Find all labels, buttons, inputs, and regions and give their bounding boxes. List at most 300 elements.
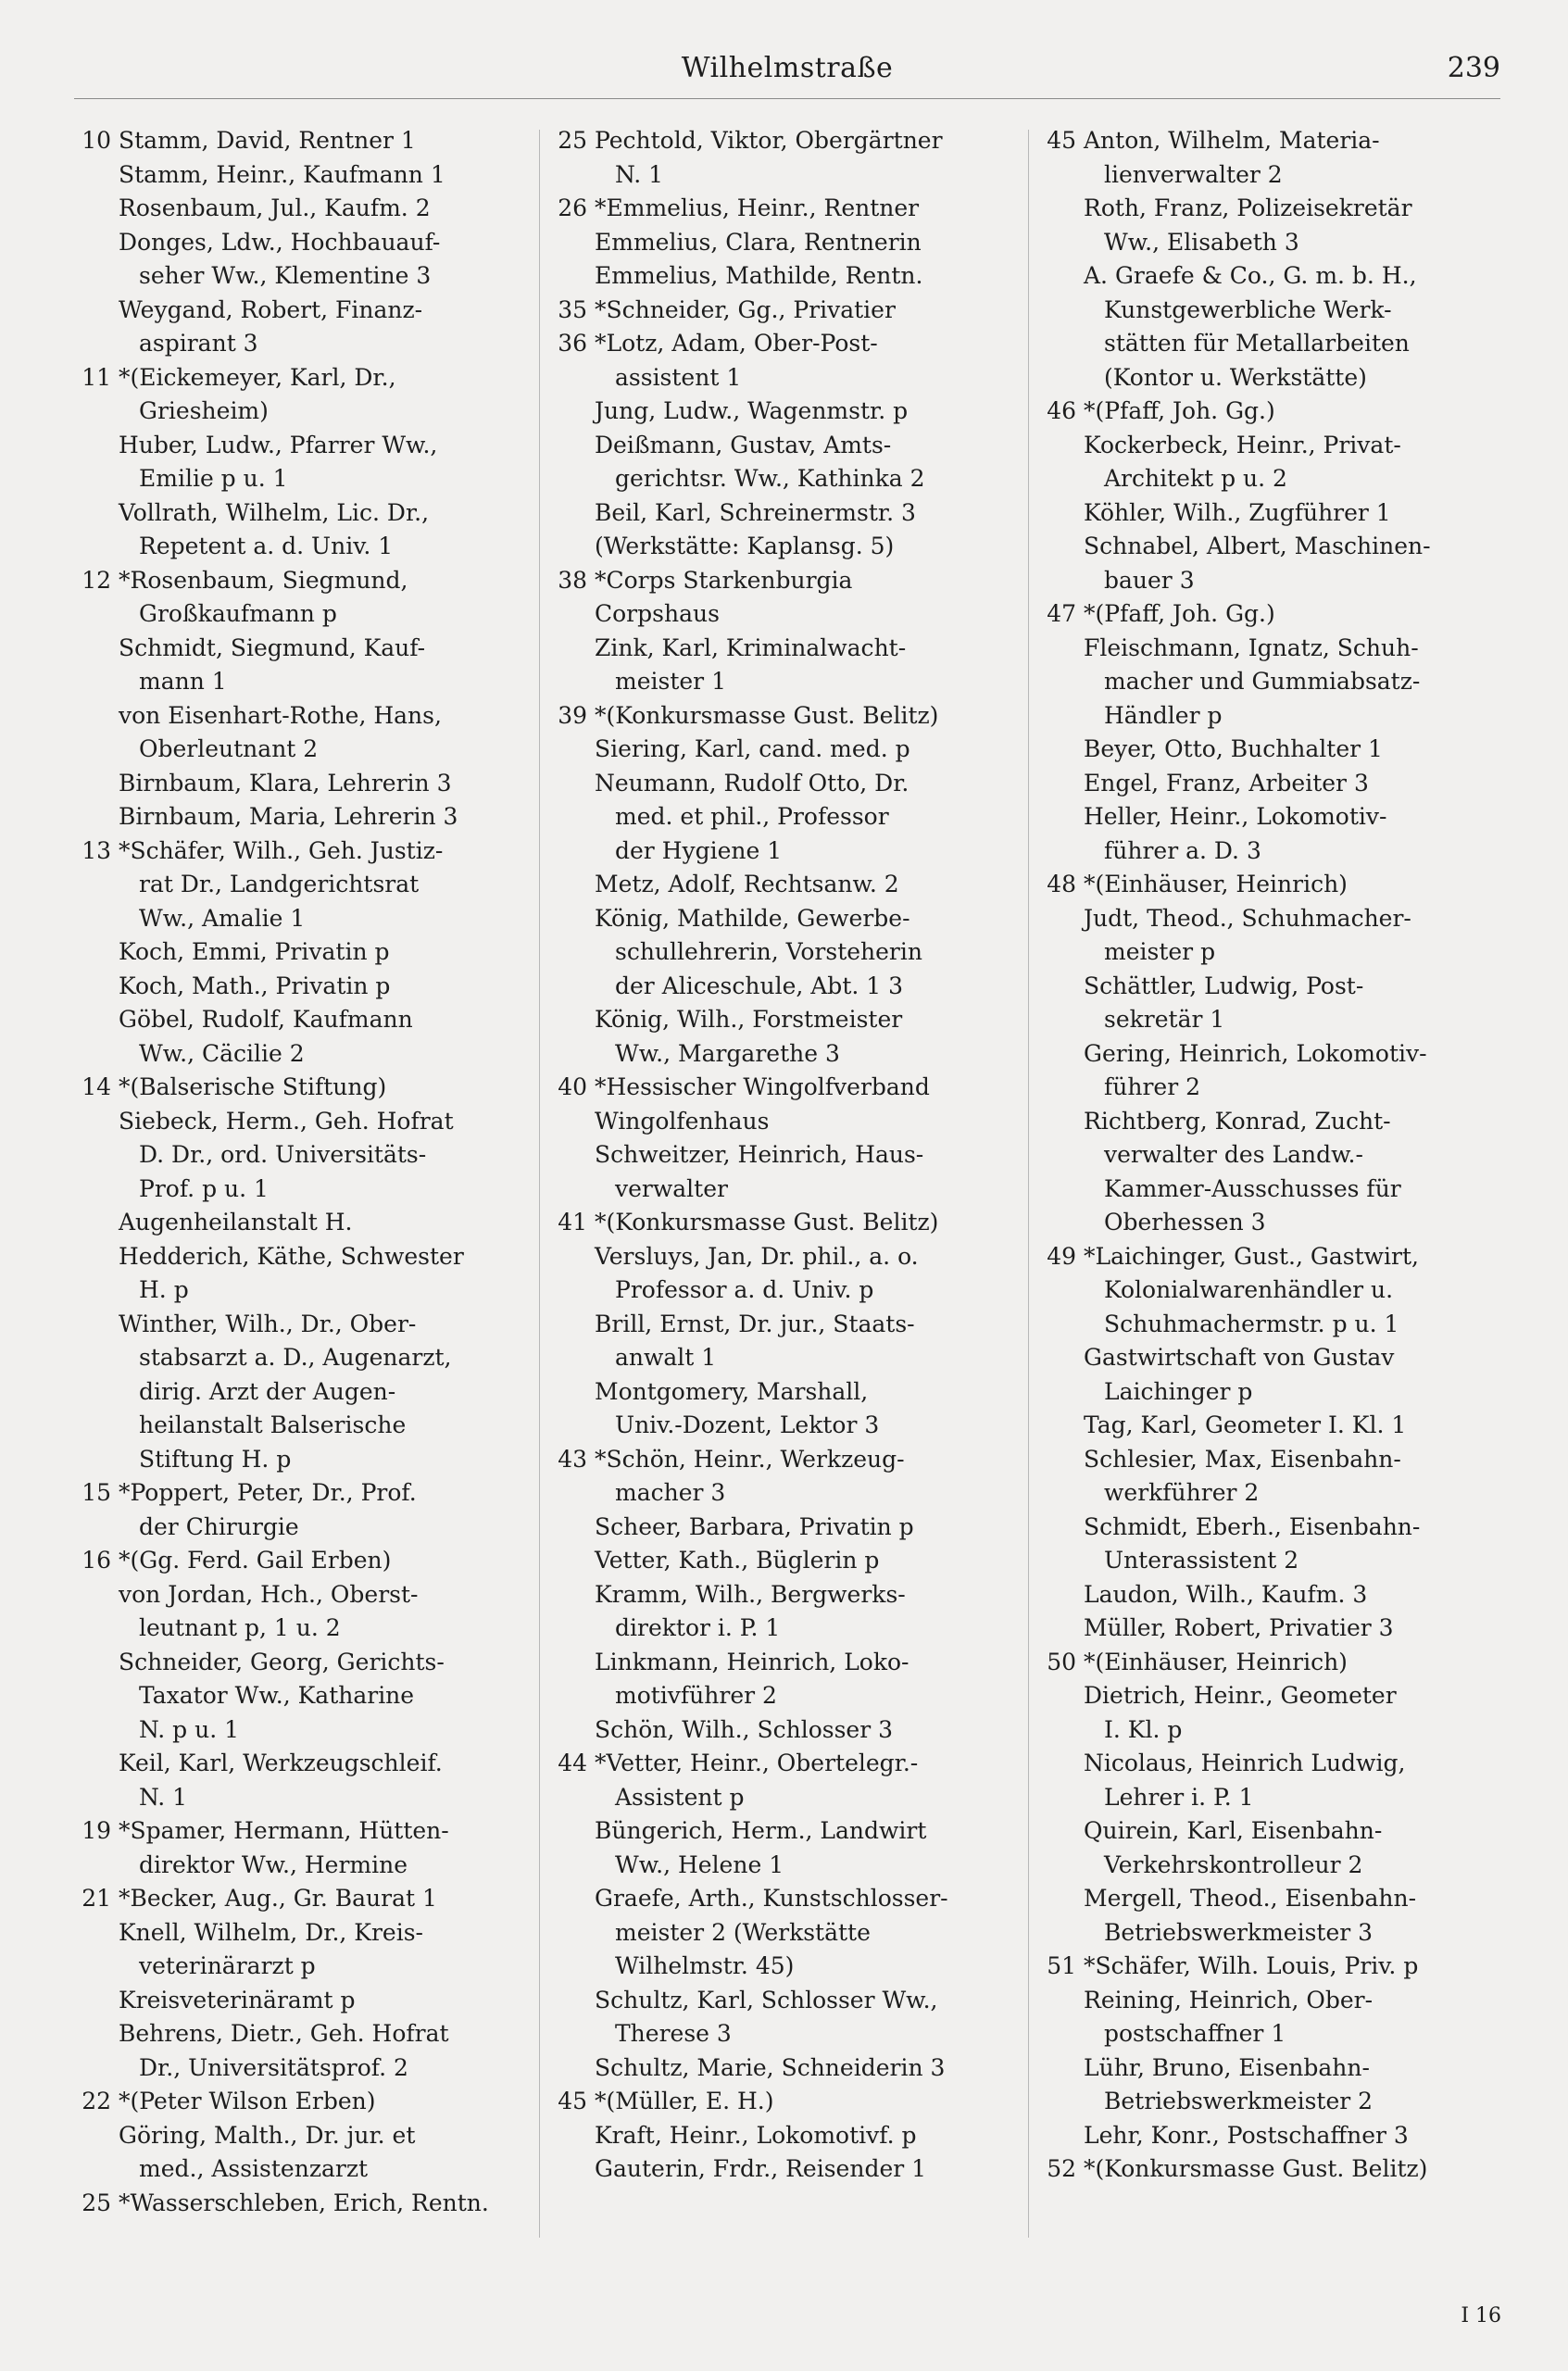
running-title: Wilhelmstraße [681,52,894,84]
entry-text: *(Eickemeyer, Karl, Dr., [119,363,396,391]
entry-text: Corpshaus [595,600,720,627]
directory-entry-line [546,1781,1041,1815]
directory-entry-line [70,767,565,801]
entry-text: Univ.-Dozent, Lektor 3 [615,1411,880,1438]
entry-text: Wingolfenhaus [595,1107,770,1135]
entry-text: *Schön, Heinr., Werkzeug- [595,1445,905,1473]
entry-text: meister p [1104,938,1216,965]
directory-entry-line [546,733,1041,767]
entry-text: Roth, Franz, Polizeisekretär [1084,194,1412,221]
entry-text: N. 1 [139,1783,188,1811]
directory-entry-line [70,226,565,260]
directory-entry-line [1035,1849,1530,1883]
entry-text: *(Balserische Stiftung) [119,1073,387,1100]
entry-text: Lehr, Konr., Postschaffner 3 [1084,2121,1409,2149]
entry-text: Rosenbaum, Jul., Kaufm. 2 [119,194,431,221]
directory-entry-line [70,2017,565,2051]
entry-text: *Lotz, Adam, Ober-Post- [595,330,878,357]
house-number: 15 [82,1479,111,1506]
directory-entry-line [1035,530,1530,564]
entry-text: Gauterin, Frdr., Reisender 1 [595,2155,927,2182]
entry-text: stabsarzt a. D., Augenarzt, [139,1344,452,1371]
entry-text: König, Mathilde, Gewerbe- [595,904,910,932]
directory-entry-line [70,1003,565,1037]
entry-text: Knell, Wilhelm, Dr., Kreis- [119,1918,423,1946]
entry-text: verwalter [615,1174,728,1202]
entry-text: Versluys, Jan, Dr. phil., a. o. [595,1242,919,1270]
entry-text: *(Müller, E. H.) [595,2088,774,2114]
entry-text: *Hessischer Wingolfverband [595,1073,930,1100]
directory-entry-line [70,1240,565,1274]
entry-text: Hedderich, Käthe, Schwester [119,1242,464,1270]
directory-entry-line [1035,1679,1530,1713]
directory-entry-line [1035,158,1530,193]
entry-text: N. 1 [615,160,664,188]
directory-entry-line [1035,1882,1530,1916]
directory-entry-line [546,158,1041,193]
directory-entry-line [546,2085,1041,2119]
entry-text: *(Peter Wilson Erben) [119,2088,376,2114]
house-number: 39 [558,701,587,729]
directory-entry-line [546,1578,1041,1612]
entry-text: Kramm, Wilh., Bergwerks- [595,1580,906,1608]
directory-entry-line [70,834,565,869]
entry-text: *Spamer, Hermann, Hütten- [119,1817,449,1844]
sheet-signature: I 16 [1461,2304,1501,2327]
entry-text: *(Einhäuser, Heinrich) [1084,871,1348,897]
entry-text: Göbel, Rudolf, Kaufmann [119,1006,413,1033]
directory-entry-line [546,1882,1041,1916]
directory-entry-line [70,902,565,936]
entry-text: Lühr, Bruno, Eisenbahn- [1084,2053,1370,2081]
directory-entry-line [70,1849,565,1883]
directory-entry-line [546,361,1041,395]
house-number: 26 [558,194,587,221]
entry-text: Händler p [1104,701,1223,729]
directory-entry-line [70,1341,565,1375]
directory-entry-line [70,935,565,970]
directory-entry-line [546,767,1041,801]
entry-text: Schön, Wilh., Schlosser 3 [595,1715,893,1743]
directory-entry-line [1035,327,1530,361]
directory-entry-line [546,699,1041,734]
directory-entry-line [1035,1173,1530,1207]
directory-entry-line [70,1578,565,1612]
directory-entry-line [70,294,565,328]
column-divider [1028,130,1029,2238]
directory-entry-line [546,2152,1041,2187]
entry-text: Pechtold, Viktor, Obergärtner [595,127,943,154]
directory-entry-line [1035,564,1530,598]
entry-text: *Laichinger, Gust., Gastwirt, [1084,1242,1419,1270]
entry-text: Beil, Karl, Schreinermstr. 3 [595,498,916,526]
entry-text: Koch, Emmi, Privatin p [119,938,390,965]
entry-text: Assistent p [615,1783,745,1811]
directory-entry-line [1035,192,1530,226]
house-number: 13 [82,836,111,864]
entry-text: meister 1 [615,668,726,695]
directory-entry-line [1035,1713,1530,1748]
directory-entry-line [70,2187,565,2221]
directory-entry-line [546,1511,1041,1545]
directory-entry-line [70,699,565,734]
entry-text: Oberleutnant 2 [139,735,319,762]
directory-entry-line [1035,800,1530,834]
entry-text: Lehrer i. P. 1 [1104,1783,1254,1811]
directory-entry-line [70,361,565,395]
directory-entry-line [1035,1273,1530,1308]
entry-text: der Chirurgie [139,1512,299,1540]
directory-entry-line [70,632,565,666]
directory-entry-line [546,597,1041,632]
entry-text: Schmidt, Eberh., Eisenbahn- [1084,1512,1421,1540]
directory-entry-line [1035,1037,1530,1072]
entry-text: Schultz, Karl, Schlosser Ww., [595,1986,938,2013]
directory-entry-line [546,1071,1041,1105]
directory-entry-line [546,192,1041,226]
directory-entry-line [546,1916,1041,1951]
entry-text: *Emmelius, Heinr., Rentner [595,194,920,221]
entry-text: Siering, Karl, cand. med. p [595,735,910,762]
entry-text: mann 1 [139,668,227,695]
entry-text: werkführer 2 [1104,1479,1260,1506]
directory-entry-line [546,226,1041,260]
entry-text: Schuhmachermstr. p u. 1 [1104,1310,1399,1337]
entry-text: aspirant 3 [139,330,258,357]
directory-entry-line [70,1747,565,1781]
entry-text: Verkehrskontrolleur 2 [1104,1850,1363,1878]
entry-text: Vetter, Kath., Büglerin p [595,1547,880,1574]
directory-entry-line [1035,1511,1530,1545]
entry-text: anwalt 1 [615,1344,717,1371]
entry-text: *(Konkursmasse Gust. Belitz) [1084,2155,1428,2182]
entry-text: Mergell, Theod., Eisenbahn- [1084,1885,1417,1912]
entry-text: Stamm, David, Rentner 1 [119,127,416,154]
entry-text: A. Graefe & Co., G. m. b. H., [1084,262,1417,289]
house-number: 47 [1047,600,1076,627]
column-divider [539,130,540,2238]
directory-entry-line [1035,1071,1530,1105]
directory-entry-line [546,496,1041,531]
entry-text: Gastwirtschaft von Gustav [1084,1344,1395,1371]
directory-entry-line [546,868,1041,902]
directory-entry-line [1035,1916,1530,1951]
entry-text: Augenheilanstalt H. [119,1209,353,1236]
directory-entry-line [546,1138,1041,1173]
entry-text: lienverwalter 2 [1104,160,1283,188]
house-number: 25 [82,2189,111,2216]
entry-text: verwalter des Landw.- [1104,1141,1363,1168]
entry-text: Göring, Malth., Dr. jur. et [119,2121,416,2149]
directory-entry-line [70,1273,565,1308]
entry-text: Kammer-Ausschusses für [1104,1174,1401,1202]
directory-entry-line [546,1409,1041,1443]
entry-text: Reining, Heinrich, Ober- [1084,1986,1374,2013]
entry-text: Oberhessen 3 [1104,1209,1266,1236]
entry-text: seher Ww., Klementine 3 [139,262,432,289]
directory-entry-line [70,2051,565,2086]
directory-entry-line [70,1646,565,1680]
directory-entry-line [70,1308,565,1342]
entry-text: *Schäfer, Wilh. Louis, Priv. p [1084,1952,1419,1979]
directory-entry-line [70,564,565,598]
directory-entry-line [70,462,565,496]
entry-text: Jung, Ludw., Wagenmstr. p [595,397,909,424]
house-number: 12 [82,566,111,594]
directory-entry-line [546,294,1041,328]
entry-text: rat Dr., Landgerichtsrat [139,871,420,897]
directory-entry-line [1035,1781,1530,1815]
house-number: 19 [82,1817,111,1844]
directory-entry-line [1035,124,1530,158]
directory-entry-line [70,597,565,632]
entry-text: Großkaufmann p [139,600,337,627]
entry-text: Keil, Karl, Werkzeugschleif. [119,1750,443,1776]
directory-entry-line [70,1781,565,1815]
directory-entry-line [1035,462,1530,496]
house-number: 11 [82,363,111,391]
entry-text: *Wasserschleben, Erich, Rentn. [119,2189,489,2216]
entry-text: Büngerich, Herm., Landwirt [595,1817,927,1844]
directory-entry-line [546,1984,1041,2018]
directory-entry-line [70,2119,565,2153]
directory-entry-line [1035,665,1530,699]
entry-text: *(Konkursmasse Gust. Belitz) [595,1209,939,1236]
entry-text: I. Kl. p [1104,1715,1183,1743]
directory-entry-line [1035,1138,1530,1173]
directory-entry-line [546,902,1041,936]
directory-entry-line [1035,1409,1530,1443]
entry-text: (Kontor u. Werkstätte) [1104,363,1367,391]
directory-entry-line [1035,2119,1530,2153]
entry-text: Unterassistent 2 [1104,1547,1299,1574]
entry-text: Fleischmann, Ignatz, Schuh- [1084,634,1419,661]
entry-text: motivführer 2 [615,1682,777,1709]
entry-text: von Eisenhart-Rothe, Hans, [119,701,442,729]
directory-entry-line [70,1476,565,1511]
house-number: 49 [1047,1242,1076,1270]
entry-text: Linkmann, Heinrich, Loko- [595,1648,909,1675]
house-number: 38 [558,566,587,594]
entry-text: *(Pfaff, Joh. Gg.) [1084,600,1275,627]
entry-text: (Werkstätte: Kaplansg. 5) [595,533,895,559]
house-number: 45 [1047,127,1076,154]
directory-entry-line [70,1544,565,1578]
directory-entry-line [1035,1950,1530,1984]
house-number: 22 [82,2088,111,2114]
house-number: 16 [82,1547,111,1574]
directory-entry-line [70,970,565,1004]
directory-entry-line [1035,597,1530,632]
house-number: 43 [558,1445,587,1473]
entry-text: direktor i. P. 1 [615,1614,781,1641]
entry-text: Graefe, Arth., Kunstschlosser- [595,1885,948,1912]
directory-entry-line [546,564,1041,598]
entry-text: Donges, Ldw., Hochbauauf- [119,228,441,256]
directory-entry-line [546,530,1041,564]
directory-entry-line [546,2051,1041,2086]
entry-text: Beyer, Otto, Buchhalter 1 [1084,735,1383,762]
entry-text: postschaffner 1 [1104,2020,1286,2047]
directory-entry-line [70,665,565,699]
directory-column-1 [70,124,565,2241]
entry-text: Therese 3 [615,2020,732,2047]
directory-entry-line [70,124,565,158]
directory-entry-line [546,1950,1041,1984]
directory-entry-line [1035,294,1530,328]
entry-text: H. p [139,1276,189,1303]
directory-entry-line [70,1950,565,1984]
entry-text: *Becker, Aug., Gr. Baurat 1 [119,1885,437,1912]
directory-entry-line [1035,935,1530,970]
directory-entry-line [70,1612,565,1646]
entry-text: D. Dr., ord. Universitäts- [139,1141,427,1168]
directory-entry-line [1035,1206,1530,1240]
directory-entry-line [1035,226,1530,260]
directory-entry-line [546,1476,1041,1511]
entry-text: macher 3 [615,1479,726,1506]
entry-text: Dr., Universitätsprof. 2 [139,2053,408,2081]
entry-text: Quirein, Karl, Eisenbahn- [1084,1817,1383,1844]
directory-entry-line [546,259,1041,294]
directory-entry-line [70,868,565,902]
directory-entry-line [70,1071,565,1105]
directory-entry-line [70,496,565,531]
directory-entry-line [70,1206,565,1240]
entry-text: Engel, Franz, Arbeiter 3 [1084,769,1369,797]
directory-entry-line [70,530,565,564]
directory-entry-line [1035,1341,1530,1375]
house-number: 50 [1047,1648,1076,1675]
entry-text: Ww., Helene 1 [615,1850,784,1878]
entry-text: Betriebswerkmeister 3 [1104,1918,1374,1946]
entry-text: schullehrerin, Vorsteherin [615,938,922,965]
entry-text: Laichinger p [1104,1377,1253,1405]
directory-entry-line [70,192,565,226]
entry-text: Vollrath, Wilhelm, Lic. Dr., [119,498,430,526]
directory-entry-line [1035,2051,1530,2086]
entry-text: Winther, Wilh., Dr., Ober- [119,1310,417,1337]
house-number: 21 [82,1885,111,1912]
entry-text: Laudon, Wilh., Kaufm. 3 [1084,1580,1368,1608]
entry-text: *Schneider, Gg., Privatier [595,295,896,323]
directory-entry-line [546,935,1041,970]
entry-text: direktor Ww., Hermine [139,1850,408,1878]
entry-text: Architekt p u. 2 [1104,465,1287,492]
directory-entry-line [546,1544,1041,1578]
directory-entry-line [1035,361,1530,395]
directory-entry-line [1035,2152,1530,2187]
header-rule [74,98,1500,99]
entry-text: Kockerbeck, Heinr., Privat- [1084,431,1401,458]
entry-text: Professor a. d. Univ. p [615,1276,874,1303]
entry-text: führer 2 [1104,1073,1201,1100]
entry-text: Schweitzer, Heinrich, Haus- [595,1141,924,1168]
directory-column-2 [546,124,1041,2241]
directory-entry-line [1035,1544,1530,1578]
directory-entry-line [1035,429,1530,463]
directory-entry-line [546,834,1041,869]
entry-text: Richtberg, Konrad, Zucht- [1084,1107,1391,1135]
directory-entry-line [1035,1443,1530,1477]
house-number: 46 [1047,397,1076,424]
directory-entry-line [1035,632,1530,666]
directory-entry-line [1035,733,1530,767]
entry-text: der Aliceschule, Abt. 1 3 [615,972,904,999]
entry-text: Müller, Robert, Privatier 3 [1084,1614,1394,1641]
entry-text: Metz, Adolf, Rechtsanw. 2 [595,871,899,897]
entry-text: gerichtsr. Ww., Kathinka 2 [615,465,925,492]
entry-text: Wilhelmstr. 45) [615,1952,795,1979]
entry-text: Behrens, Dietr., Geh. Hofrat [119,2020,449,2047]
directory-entry-line [1035,834,1530,869]
house-number: 45 [558,2088,587,2114]
entry-text: Schättler, Ludwig, Post- [1084,972,1364,999]
entry-text: führer a. D. 3 [1104,836,1261,864]
entry-text: *Vetter, Heinr., Obertelegr.- [595,1750,919,1776]
house-number: 44 [558,1750,587,1776]
directory-entry-line [546,1849,1041,1883]
house-number: 52 [1047,2155,1076,2182]
entry-text: Koch, Math., Privatin p [119,972,391,999]
directory-entry-line [70,1375,565,1410]
directory-entry-line [546,1713,1041,1748]
directory-entry-line [1035,1578,1530,1612]
entry-text: Emmelius, Mathilde, Rentn. [595,262,923,289]
directory-entry-line [70,1138,565,1173]
directory-entry-line [1035,259,1530,294]
entry-text: Brill, Ernst, Dr. jur., Staats- [595,1310,915,1337]
entry-text: Köhler, Wilh., Zugführer 1 [1084,498,1391,526]
house-number: 10 [82,127,111,154]
directory-entry-line [546,124,1041,158]
entry-text: Judt, Theod., Schuhmacher- [1084,904,1411,932]
entry-text: meister 2 (Werkstätte [615,1918,871,1946]
directory-entry-line [546,462,1041,496]
directory-entry-line [546,632,1041,666]
directory-entry-line [70,1814,565,1849]
directory-entry-line [546,800,1041,834]
directory-entry-line [546,327,1041,361]
entry-text: *(Konkursmasse Gust. Belitz) [595,701,939,729]
entry-text: Ww., Elisabeth 3 [1104,228,1299,256]
directory-entry-line [70,1443,565,1477]
directory-entry-line [546,1612,1041,1646]
directory-entry-line [70,1173,565,1207]
directory-entry-line [70,2152,565,2187]
directory-entry-line [1035,1747,1530,1781]
entry-text: med. et phil., Professor [615,803,889,830]
entry-text: Birnbaum, Maria, Lehrerin 3 [119,803,458,830]
entry-text: Scheer, Barbara, Privatin p [595,1512,914,1540]
directory-entry-line [1035,1308,1530,1342]
directory-entry-line [70,2085,565,2119]
directory-entry-line [70,1882,565,1916]
entry-text: *Schäfer, Wilh., Geh. Justiz- [119,836,444,864]
directory-entry-line [1035,868,1530,902]
entry-text: Schmidt, Siegmund, Kauf- [119,634,426,661]
entry-text: veterinärarzt p [139,1952,316,1979]
directory-entry-line [70,158,565,193]
directory-entry-line [1035,1984,1530,2018]
directory-entry-line [70,733,565,767]
entry-text: Repetent a. d. Univ. 1 [139,533,394,559]
directory-entry-line [546,429,1041,463]
entry-text: leutnant p, 1 u. 2 [139,1614,341,1641]
directory-entry-line [70,327,565,361]
directory-entry-line [1035,767,1530,801]
entry-text: dirig. Arzt der Augen- [139,1377,396,1405]
